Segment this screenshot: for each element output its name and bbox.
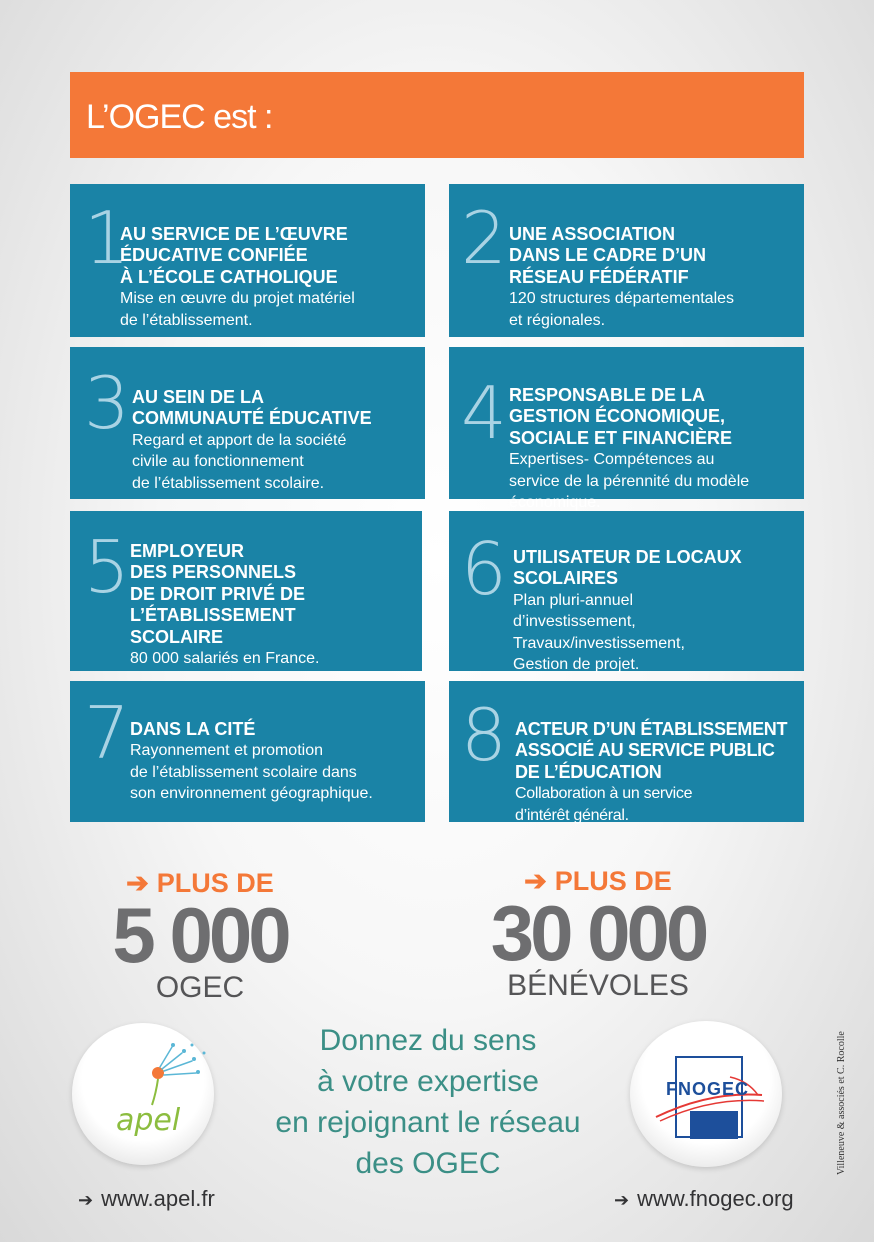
fnogec-wordmark: FNOGEC xyxy=(666,1079,750,1099)
apel-link[interactable] xyxy=(78,1186,215,1212)
card-title xyxy=(130,697,422,826)
card-5 xyxy=(70,511,422,671)
stat-unit: OGEC xyxy=(155,971,245,1004)
fnogec-logo xyxy=(630,1021,782,1167)
card-title xyxy=(513,525,801,697)
fnogec-link[interactable] xyxy=(614,1186,794,1212)
card-number: 4 xyxy=(461,371,507,455)
arrow-right-icon: ➔ xyxy=(126,868,149,898)
card-desc: 120 structures départementales et régionales. xyxy=(509,290,735,329)
card-number: 6 xyxy=(461,527,507,611)
card-desc: Collaboration à un service d’intérêt général. xyxy=(515,785,693,824)
card-number: 3 xyxy=(84,361,130,445)
apel-link-text: www.apel.fr xyxy=(101,1186,215,1211)
card-7 xyxy=(70,681,425,822)
stat-prefix-text: PLUS DE xyxy=(156,868,274,898)
card-number: 8 xyxy=(461,693,507,777)
header-banner xyxy=(70,72,804,158)
card-desc: Mise en œuvre du projet matériel de l’établissement. xyxy=(120,290,355,329)
credit-text: Villeneuve & associés et C. Rocolle xyxy=(836,1031,847,1175)
card-title-text: AU SEIN DE LA COMMUNAUTÉ ÉDUCATIVE xyxy=(132,386,372,428)
stat-prefix-text: PLUS DE xyxy=(554,866,672,896)
card-number: 2 xyxy=(461,196,507,280)
card-2 xyxy=(449,184,804,337)
card-title-text: AU SERVICE DE L’ŒUVRE ÉDUCATIVE CONFIÉE À L’ÉCOLE CATHOLIQUE xyxy=(120,223,348,287)
card-number: 1 xyxy=(84,196,130,280)
arrow-right-icon: ➔ xyxy=(78,1190,94,1210)
card-title xyxy=(515,697,803,848)
card-6 xyxy=(449,511,804,671)
arrow-right-icon: ➔ xyxy=(524,866,547,896)
card-1 xyxy=(70,184,425,337)
card-desc: Rayonnement et promotion de l’établissement scolaire dans son environnement géographique. xyxy=(130,742,373,802)
card-title xyxy=(509,202,799,353)
card-number: 7 xyxy=(84,691,130,775)
card-title xyxy=(130,519,420,691)
apel-logo xyxy=(72,1023,214,1165)
stat-value: 30 000 xyxy=(490,889,706,977)
card-title-text: DANS LA CITÉ xyxy=(130,718,256,739)
card-title xyxy=(132,365,422,516)
card-title-text: UTILISATEUR DE LOCAUX SCOLAIRES xyxy=(513,546,742,588)
stat-ogec xyxy=(90,868,310,1005)
card-desc: Plan pluri-annuel d’investissement, Travaux/investissement, Gestion de projet. xyxy=(513,591,685,673)
card-title-text: UNE ASSOCIATION DANS LE CADRE D’UN RÉSEAU FÉDÉRATIF xyxy=(509,223,707,287)
stat-value: 5 000 xyxy=(112,891,288,979)
card-4 xyxy=(449,347,804,511)
card-title xyxy=(509,363,801,535)
card-3 xyxy=(70,347,425,499)
card-title-text: ACTEUR D’UN ÉTABLISSEMENT ASSOCIÉ AU SERVICE PUBLIC DE L’ÉDUCATION xyxy=(515,718,788,782)
card-title xyxy=(120,202,420,353)
card-title-text: EMPLOYEUR DES PERSONNELS DE DROIT PRIVÉ DE L’ÉTABLISSEMENT SCOLAIRE xyxy=(130,540,306,647)
card-desc: 80 000 salariés en France. xyxy=(130,650,320,667)
card-8 xyxy=(449,681,804,822)
header-title: L’OGEC est : xyxy=(86,98,273,136)
card-desc: Expertises- Compétences au service de la pérennité du modèle économique. xyxy=(509,451,750,511)
dandelion-icon xyxy=(72,1023,214,1165)
stat-benevoles xyxy=(458,866,738,1003)
apel-wordmark: apel xyxy=(116,1103,181,1138)
card-desc: Regard et apport de la société civile au fonctionnement de l’établissement scolaire. xyxy=(132,431,347,492)
card-number: 5 xyxy=(84,525,130,609)
arrow-right-icon: ➔ xyxy=(614,1190,630,1210)
stat-unit: BÉNÉVOLES xyxy=(507,969,689,1002)
fnogec-link-text: www.fnogec.org xyxy=(637,1186,794,1211)
slogan: Donnez du sens à votre expertise en rejoignant le réseau des OGEC xyxy=(275,1024,581,1180)
card-title-text: RESPONSABLE DE LA GESTION ÉCONOMIQUE, SOCIALE ET FINANCIÈRE xyxy=(509,384,733,448)
